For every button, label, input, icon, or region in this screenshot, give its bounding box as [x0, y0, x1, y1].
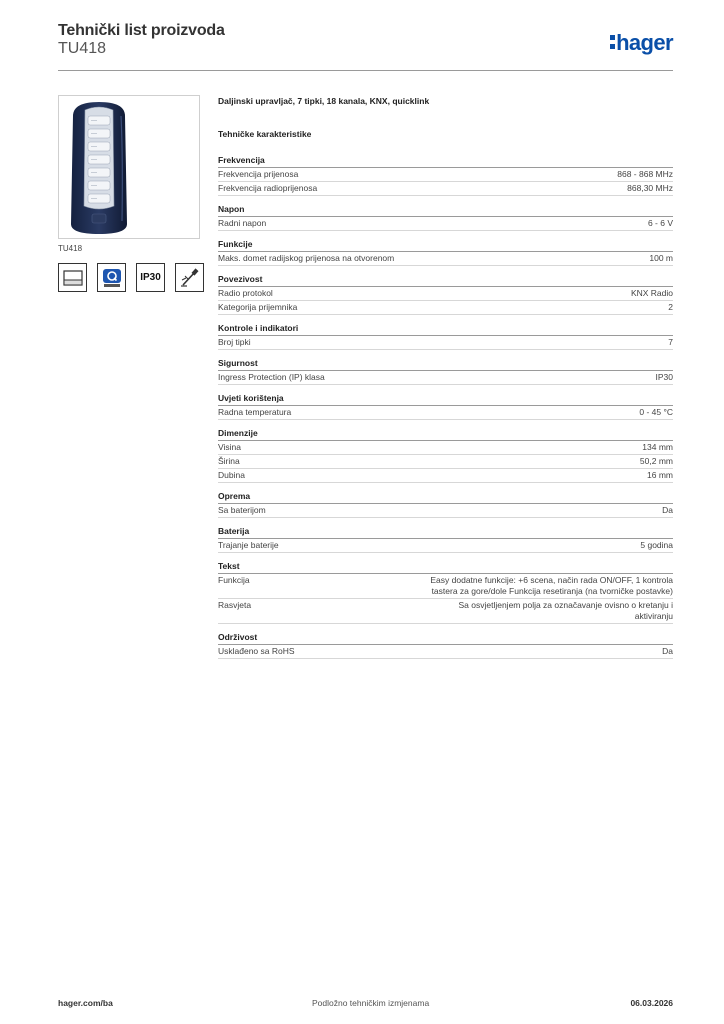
spec-value: KNX Radio: [630, 288, 673, 298]
spec-value: Da: [662, 505, 673, 515]
section-title: Napon: [218, 204, 673, 217]
spec-value: 2: [668, 302, 673, 312]
spec-key: Maks. domet radijskog prijenosa na otvorenom: [218, 253, 395, 263]
spec-value: 100 m: [649, 253, 673, 263]
spec-key: Frekvencija radioprijenosa: [218, 183, 318, 193]
spec-key: Rasvjeta: [218, 600, 252, 610]
spec-key: Dubina: [218, 470, 245, 480]
spec-key: Radna temperatura: [218, 407, 292, 417]
section-title: Sigurnost: [218, 358, 673, 371]
spec-key: Broj tipki: [218, 337, 251, 347]
spec-row: [218, 301, 673, 315]
section-title: Uvjeti korištenja: [218, 393, 673, 406]
spec-key: Funkcija: [218, 575, 250, 585]
section-dimenzije: [218, 428, 673, 483]
footer-date: 06.03.2026: [630, 998, 673, 1008]
section-title: Povezivost: [218, 274, 673, 287]
feature-icons: [58, 263, 204, 292]
spec-value: 50,2 mm: [639, 456, 673, 466]
footer-notice: Podložno tehničkim izmjenama: [312, 998, 430, 1008]
spec-row: [218, 168, 673, 182]
spec-key: Sa baterijom: [218, 505, 266, 515]
spec-row: [218, 645, 673, 659]
section-povezivost: [218, 274, 673, 315]
spec-row: [218, 252, 673, 266]
spec-key: Radio protokol: [218, 288, 273, 298]
section-odrzivost: [218, 632, 673, 659]
section-title: Baterija: [218, 526, 673, 539]
spec-key: Usklađeno sa RoHS: [218, 646, 295, 656]
section-title: Funkcije: [218, 239, 673, 252]
footer-website-link[interactable]: hager.com/ba: [58, 998, 113, 1008]
spec-row: [218, 371, 673, 385]
spec-row: [218, 574, 673, 599]
spec-value: 7: [668, 337, 673, 347]
logo-text: hager: [616, 30, 673, 55]
spec-content: [218, 95, 673, 659]
spec-value: 16 mm: [647, 470, 673, 480]
spec-heading: Tehničke karakteristike: [218, 129, 312, 139]
product-code: TU418: [58, 40, 107, 57]
section-title: Dimenzije: [218, 428, 673, 441]
spec-value: Sa osvjetljenjem polja za označavanje ovisno o kretanju i aktiviranju: [458, 600, 673, 621]
image-caption: TU418: [58, 244, 83, 253]
page-title: Tehnički list proizvoda: [58, 22, 225, 39]
spec-row: [218, 287, 673, 301]
spec-key: Trajanje baterije: [218, 540, 279, 550]
section-frekvencija: [218, 155, 673, 196]
spec-key: Radni napon: [218, 218, 267, 228]
spec-row: [218, 599, 673, 624]
spec-row: [218, 182, 673, 196]
spec-value: 868 - 868 MHz: [617, 169, 673, 179]
section-title: Tekst: [218, 561, 673, 574]
remote-control-image: [59, 96, 199, 238]
spec-row: [218, 217, 673, 231]
quicklink-icon: [97, 263, 126, 292]
spec-value: 0 - 45 °C: [639, 407, 673, 417]
screwdriver-icon: [175, 263, 204, 292]
spec-key: Frekvencija prijenosa: [218, 169, 299, 179]
product-description: Daljinski upravljač, 7 tipki, 18 kanala, KNX, quicklink: [218, 96, 430, 106]
spec-row: [218, 455, 673, 469]
section-funkcije: [218, 239, 673, 266]
ip30-badge: IP30: [136, 263, 165, 292]
spec-row: [218, 336, 673, 350]
section-tekst: [218, 561, 673, 624]
spec-key: Širina: [218, 456, 240, 466]
section-napon: [218, 204, 673, 231]
spec-row: [218, 539, 673, 553]
section-sigurnost: [218, 358, 673, 385]
spec-value: IP30: [655, 372, 673, 382]
section-uvjeti: [218, 393, 673, 420]
section-title: Kontrole i indikatori: [218, 323, 673, 336]
spec-value: Da: [662, 646, 673, 656]
spec-key: Ingress Protection (IP) klasa: [218, 372, 325, 382]
section-title: Oprema: [218, 491, 673, 504]
spec-value: 6 - 6 V: [647, 218, 673, 228]
section-kontrole: [218, 323, 673, 350]
page-header: [58, 22, 673, 71]
spec-value: Easy dodatne funkcije: +6 scena, način rada ON/OFF, 1 kontrola tastera za gore/dole Funkcija resetiranja (na tvorničke postavke): [430, 575, 673, 596]
hager-logo: [610, 30, 673, 56]
spec-value: 868,30 MHz: [627, 183, 673, 193]
spec-value: 5 godina: [640, 540, 673, 550]
spec-row: [218, 441, 673, 455]
section-oprema: [218, 491, 673, 518]
spec-key: Kategorija prijemnika: [218, 302, 298, 312]
spec-value: 134 mm: [642, 442, 673, 452]
logo-dots-icon: [610, 35, 615, 49]
spec-row: [218, 469, 673, 483]
spec-key: Visina: [218, 442, 241, 452]
section-title: Održivost: [218, 632, 673, 645]
product-image: [58, 95, 200, 239]
section-baterija: [218, 526, 673, 553]
spec-row: [218, 504, 673, 518]
spec-row: [218, 406, 673, 420]
surface-mount-icon: [58, 263, 87, 292]
section-title: Frekvencija: [218, 155, 673, 168]
